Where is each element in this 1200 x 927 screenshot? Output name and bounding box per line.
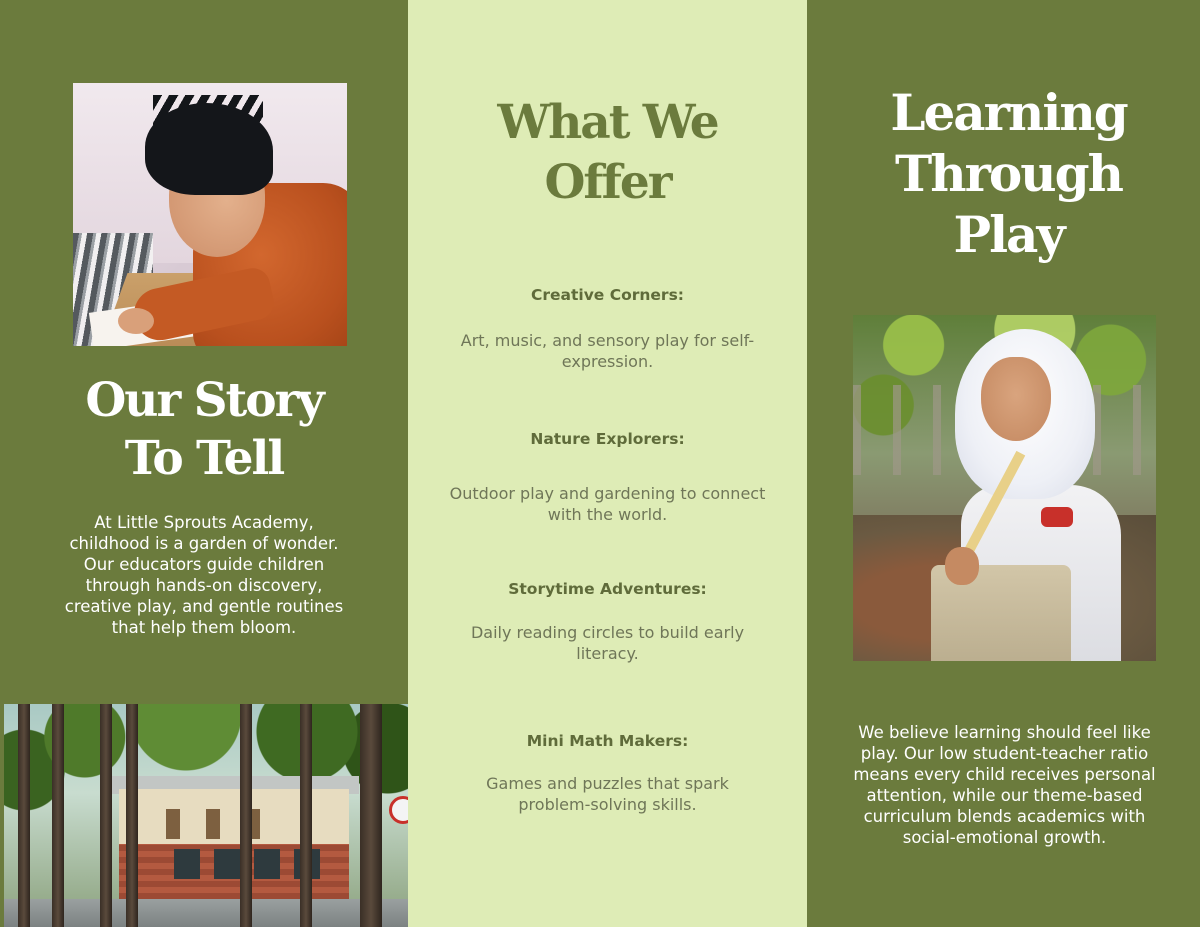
offer-heading: Creative Corners: <box>530 286 684 304</box>
our-story-title-line2: To Tell <box>124 431 284 486</box>
student-with-bag-photo <box>853 315 1156 661</box>
our-story-title <box>0 372 408 488</box>
our-story-body: At Little Sprouts Academy, childhood is a garden of wonder. Our educators guide children through hands-on discovery, creative play, and gentle routines that help them bloom. <box>64 513 344 637</box>
left-panel <box>0 0 408 927</box>
offer-heading: Storytime Adventures: <box>508 580 707 598</box>
learning-title-line3: Play <box>953 205 1064 264</box>
what-we-offer-title-line1: What We <box>497 95 718 150</box>
learning-through-play-body: We believe learning should feel like play. Our low student-teacher ratio means every child receives personal attention, while our theme-based curriculum blends academics with social-emotional growth. <box>853 723 1156 847</box>
offer-description: Art, music, and sensory play for self-expression. <box>460 331 755 371</box>
learning-title-line1: Learning <box>890 83 1127 142</box>
middle-panel <box>408 0 807 927</box>
learning-title-line2: Through <box>895 144 1122 203</box>
our-story-title-line1: Our Story <box>85 373 323 428</box>
offer-description: Outdoor play and gardening to connect with the world. <box>449 484 766 524</box>
offer-item-nature-explorers <box>448 429 767 525</box>
offer-description: Daily reading circles to build early literacy. <box>470 623 745 663</box>
campus-photo <box>4 704 408 927</box>
offer-item-storytime-adventures <box>448 579 767 664</box>
offer-item-creative-corners <box>448 285 767 372</box>
offer-heading: Nature Explorers: <box>530 430 685 448</box>
offer-item-mini-math-makers <box>448 731 767 815</box>
offer-heading: Mini Math Makers: <box>526 732 689 750</box>
what-we-offer-title <box>408 93 807 213</box>
learning-through-play-title <box>807 82 1200 265</box>
what-we-offer-title-line2: Offer <box>544 155 671 210</box>
offer-description: Games and puzzles that spark problem-solving skills. <box>486 774 729 814</box>
right-panel <box>807 0 1200 927</box>
student-writing-photo <box>73 83 347 346</box>
